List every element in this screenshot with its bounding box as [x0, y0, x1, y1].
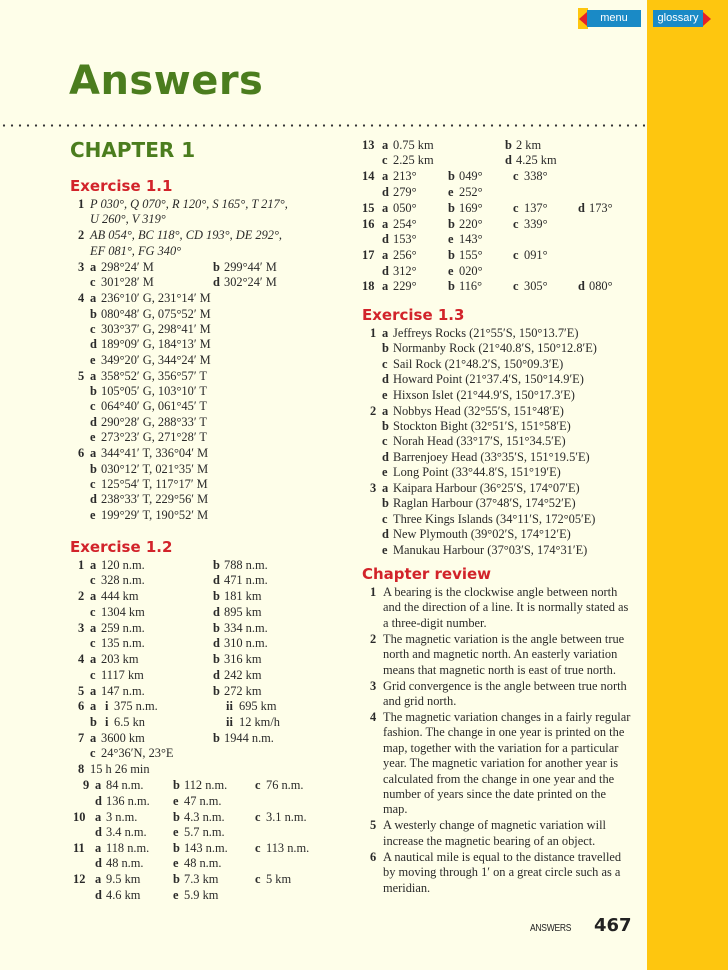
answer-row: 2 a 444 km b 181 km: [78, 589, 262, 604]
arrow-left-icon: [579, 12, 587, 26]
answer-row: [78, 307, 338, 322]
answer-row: [78, 275, 338, 290]
part-label: d: [90, 492, 97, 507]
part-label: b: [90, 461, 97, 476]
answer-row: 16 a 254° b 220° c 339°: [362, 216, 548, 231]
part-label: c: [90, 321, 96, 336]
answer-row: 14 a 213° b 049° c 338°: [362, 169, 548, 184]
answer-row: [78, 384, 338, 399]
answer-text: 030°12′ T, 021°35′ M: [101, 461, 209, 476]
answer-text: 189°09′ G, 184°13′ M: [101, 337, 211, 352]
answer-row: c 1304 km d 895 km: [90, 604, 262, 619]
part-label: e: [90, 507, 96, 522]
page-title: Answers: [69, 58, 264, 104]
footer-section-label: ANSWERS: [530, 923, 572, 934]
answer-text: EF 081°, FG 340°: [90, 243, 182, 258]
exercise-1-2-answers: [73, 558, 348, 903]
answer-text: 105°05′ G, 103°10′ T: [101, 384, 207, 399]
answer-row: [78, 291, 338, 306]
question-number: 2: [78, 228, 85, 243]
answer-row: d 4.6 km e 5.9 km: [95, 887, 219, 902]
answer-row: e Manukau Harbour (37°03′S, 174°31′E): [382, 542, 588, 557]
answer-row: [78, 477, 338, 492]
answer-row: [78, 228, 338, 243]
answer-row: 3 a Kaipara Harbour (36°25′S, 174°07′E): [370, 481, 580, 496]
question-number: 1: [78, 197, 85, 211]
answer-text: 303°37′ G, 298°41′ M: [101, 321, 211, 336]
question-number: 4: [78, 291, 85, 306]
answer-text: 344°41′ T, 336°04′ M: [101, 446, 209, 461]
exercise-1-3-answers: [370, 326, 645, 558]
answer-row: d Barrenjoey Head (33°35′S, 151°19.5′E): [382, 449, 590, 464]
answer-text: 199°29′ T, 190°52′ M: [101, 507, 209, 522]
part-label: c: [90, 477, 96, 491]
answer-row: c 135 n.m. d 310 n.m.: [90, 636, 268, 651]
answer-text: 064°40′ G, 061°45′ T: [101, 399, 207, 414]
answer-row: b Normanby Rock (21°40.8′S, 150°12.8′E): [382, 341, 597, 356]
answer-row: d 153° e 143°: [382, 232, 483, 247]
answer-row: [78, 430, 338, 445]
answer-row: e Hixson Islet (21°44.9′S, 150°17.3′E): [382, 387, 575, 402]
answer-row: 2 a Nobbys Head (32°55′S, 151°48′E): [370, 403, 564, 418]
answer-row: 7 a 3600 km b 1944 n.m.: [78, 730, 274, 745]
review-item: 2 The magnetic variation is the angle between true north and magnetic north. An easterly variation means that magnetic north is east of true north.: [370, 631, 625, 677]
answer-text: 125°54′ T, 117°17′ M: [101, 477, 208, 491]
answer-row: 13 a 0.75 km b 2 km: [362, 138, 542, 152]
answer-row: [78, 197, 338, 212]
answer-row: 18 a 229° b 116° c 305° d 080°: [362, 279, 613, 294]
answer-text: 302°24′ M: [224, 275, 277, 290]
part-label: e: [90, 430, 96, 445]
answer-row: [78, 492, 338, 507]
part-label: c: [90, 275, 96, 290]
question-number: 5: [78, 368, 85, 383]
answer-text: 238°33′ T, 229°56′ M: [101, 492, 209, 507]
arrow-right-icon: [703, 12, 711, 26]
answer-row: b Stockton Bight (32°51′S, 151°58′E): [382, 418, 571, 433]
answer-text: 358°52′ G, 356°57′ T: [101, 368, 207, 383]
chapter-review-heading: Chapter review: [362, 565, 492, 583]
part-label: b: [90, 384, 97, 399]
answer-row: 12 a 9.5 km b 7.3 km c 5 km: [73, 872, 292, 887]
answer-row: 4 a 203 km b 316 km: [78, 652, 262, 667]
answer-row: [78, 260, 338, 275]
answer-row: 17 a 256° b 155° c 091°: [362, 248, 548, 263]
review-item: 3 Grid convergence is the angle between true north and grid north.: [370, 678, 627, 709]
review-item: 1 A bearing is the clockwise angle between north and the direction of a line. It is normally stated as a three-digit number.: [370, 585, 629, 630]
answer-row: 9 a 84 n.m. b 112 n.m. c 76 n.m.: [83, 778, 304, 793]
answer-row: d 312° e 020°: [382, 263, 483, 278]
part-label: a: [90, 259, 97, 274]
answer-row: [78, 369, 338, 384]
answer-text: P 030°, Q 070°, R 120°, S 165°, T 217°,: [90, 197, 288, 211]
answer-text: 080°48′ G, 075°52′ M: [101, 306, 211, 321]
answer-row: 5 a 147 n.m. b 272 km: [78, 683, 262, 698]
dotted-divider: [0, 124, 645, 127]
answer-row: d 48 n.m. e 48 n.m.: [95, 856, 222, 871]
answer-row: [78, 415, 338, 430]
question-number: 6: [78, 446, 85, 461]
answer-text: AB 054°, BC 118°, CD 193°, DE 292°,: [90, 228, 283, 243]
answer-row: 10 a 3 n.m. b 4.3 n.m. c 3.1 n.m.: [73, 809, 307, 824]
answer-row: [78, 212, 338, 227]
chapter-heading: CHAPTER 1: [70, 138, 196, 162]
answer-row: 3 a 259 n.m. b 334 n.m.: [78, 620, 268, 635]
exercise-1-2-continued: [362, 138, 642, 295]
answer-row: b i 6.5 kn ii 12 km/h: [90, 714, 280, 729]
answer-row: [78, 353, 338, 368]
answer-row: c Norah Head (33°17′S, 151°34.5′E): [382, 434, 566, 449]
part-label: d: [213, 275, 220, 290]
page-number: 467: [594, 915, 632, 936]
answer-row: c 2.25 km d 4.25 km: [382, 153, 557, 168]
answer-row: 1 a Jeffreys Rocks (21°55′S, 150°13.7′E): [370, 326, 579, 340]
answer-row: [78, 446, 338, 461]
answer-row: 1 a 120 n.m. b 788 n.m.: [78, 558, 268, 572]
answer-row: c Three Kings Islands (34°11′S, 172°05′E): [382, 511, 596, 526]
answer-row: [78, 462, 338, 477]
answer-row: c 24°36′N, 23°E: [90, 746, 174, 761]
answer-text: 299°44′ M: [224, 259, 277, 274]
part-label: b: [213, 259, 220, 274]
answer-text: U 260°, V 319°: [90, 212, 166, 227]
answer-row: c Sail Rock (21°48.2′S, 150°09.3′E): [382, 356, 564, 371]
answer-row: [78, 244, 338, 259]
answer-row: [78, 508, 338, 523]
review-item: 4 The magnetic variation changes in a fairly regular fashion. The change in one year is printed on the map, together with the variation for a particular year. The magnetic variation for another year is calculated from the change in one year and the number of years since the date printed on the map.: [370, 710, 631, 817]
chapter-review-list: [370, 585, 632, 896]
part-label: d: [90, 414, 97, 429]
answer-row: 6 a i 375 n.m. ii 695 km: [78, 699, 277, 714]
answer-row: d 3.4 n.m. e 5.7 n.m.: [95, 824, 225, 839]
review-item: 5 A westerly change of magnetic variation will increase the magnetic bearing of an object.: [370, 818, 606, 848]
answer-text: 273°23′ G, 271°28′ T: [101, 430, 207, 445]
glossary-button[interactable]: glossary: [653, 10, 703, 27]
answer-row: d Howard Point (21°37.4′S, 150°14.9′E): [382, 372, 584, 387]
part-label: d: [90, 337, 97, 352]
answer-text: 301°28′ M: [101, 275, 154, 290]
part-label: b: [90, 306, 97, 321]
menu-button[interactable]: menu: [587, 10, 641, 27]
answer-row: [78, 337, 338, 352]
exercise-1-3-heading: Exercise 1.3: [362, 306, 465, 324]
part-label: c: [90, 399, 96, 414]
answer-row: b Raglan Harbour (37°48′S, 174°52′E): [382, 496, 576, 511]
answer-text: 298°24′ M: [101, 259, 154, 274]
answer-text: 349°20′ G, 344°24′ M: [101, 352, 211, 367]
answer-row: [78, 399, 338, 414]
answer-text: 236°10′ G, 231°14′ M: [101, 291, 211, 306]
answer-row: d 136 n.m. e 47 n.m.: [95, 793, 222, 808]
part-label: a: [90, 446, 97, 461]
answer-row: c 328 n.m. d 471 n.m.: [90, 573, 268, 588]
exercise-1-1-answers: [78, 197, 338, 523]
answer-row: d New Plymouth (39°02′S, 174°12′E): [382, 527, 571, 542]
part-label: e: [90, 352, 96, 367]
answer-row: c 1117 km d 242 km: [90, 667, 262, 682]
answer-text: 290°28′ G, 288°33′ T: [101, 414, 207, 429]
question-number: 3: [78, 259, 85, 274]
answer-row: 8 15 h 26 min: [78, 762, 150, 777]
exercise-1-2-heading: Exercise 1.2: [70, 538, 173, 556]
part-label: a: [90, 291, 97, 306]
answer-row: 11 a 118 n.m. b 143 n.m. c 113 n.m.: [73, 840, 310, 855]
part-label: a: [90, 368, 97, 383]
answer-row: [78, 322, 338, 337]
yellow-sideband: [647, 0, 728, 970]
answer-row: e Long Point (33°44.8′S, 151°19′E): [382, 465, 561, 480]
answer-row: d 279° e 252°: [382, 184, 483, 199]
exercise-1-1-heading: Exercise 1.1: [70, 177, 173, 195]
answer-row: 15 a 050° b 169° c 137° d 173°: [362, 200, 613, 215]
review-item: 6 A nautical mile is equal to the distance travelled by moving through 1′ on a great circle such as a meridian.: [370, 849, 622, 895]
